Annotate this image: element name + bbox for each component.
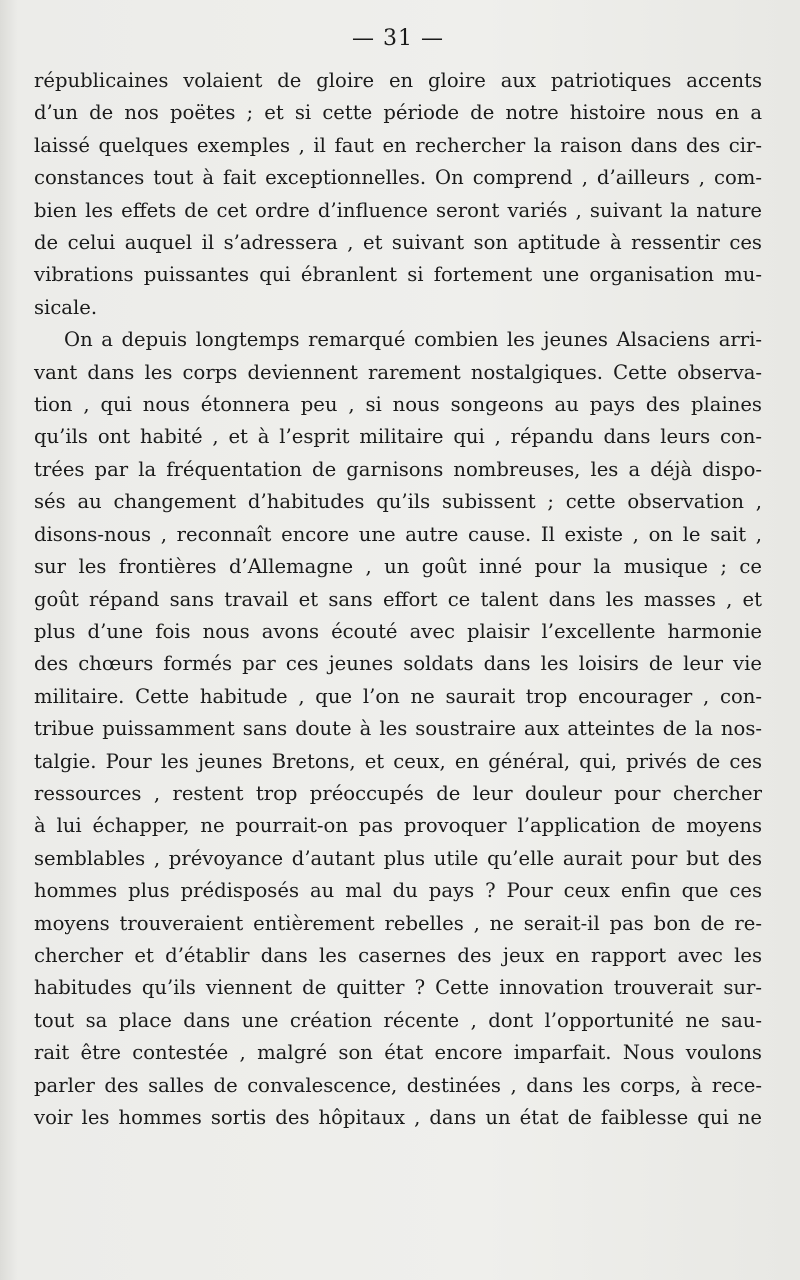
text-line: trées par la fréquentation de garnisons nombreuses, les a déjà dispo- xyxy=(34,457,762,481)
text-line: chercher et d’établir dans les casernes des jeux en rapport avec les xyxy=(34,943,762,967)
text-line: républicaines volaient de gloire en gloire aux patriotiques accents xyxy=(34,69,762,92)
text-line: habitudes qu’ils viennent de quitter ? Cette innovation trouverait sur- xyxy=(34,976,762,1000)
text-line: militaire. Cette habitude , que l’on ne saurait trop encourager , con- xyxy=(34,684,762,708)
paragraph-1 xyxy=(34,65,762,324)
text-line: plus d’une fois nous avons écouté avec plaisir l’excellente harmonie xyxy=(34,619,762,643)
text-line: voir les hommes sortis des hôpitaux , dans un état de faiblesse qui ne xyxy=(34,1106,762,1129)
text-line: bien les effets de cet ordre d’influence seront variés , suivant la nature xyxy=(34,198,762,222)
text-line: tout sa place dans une création récente , dont l’opportunité ne sau- xyxy=(34,1008,762,1032)
page-number: — 31 — xyxy=(352,26,444,51)
text-line: rait être contestée , malgré son état encore imparfait. Nous voulons xyxy=(34,1041,762,1065)
text-line: hommes plus prédisposés au mal du pays ? Pour ceux enfin que ces xyxy=(34,879,762,903)
text-line: ressources , restent trop préoccupés de leur douleur pour chercher xyxy=(34,781,762,805)
text-line: On a depuis longtemps remarqué combien les jeunes Alsaciens arri- xyxy=(64,328,762,352)
text-line: disons-nous , reconnaît encore une autre cause. Il existe , on le sait , xyxy=(34,522,762,546)
text-line: goût répand sans travail et sans effort ce talent dans les masses , et xyxy=(34,587,762,611)
text-line: qu’ils ont habité , et à l’esprit militaire qui , répandu dans leurs con- xyxy=(34,425,762,449)
paragraph-2 xyxy=(34,324,762,1134)
text-line: parler des salles de convalescence, destinées , dans les corps, à rece- xyxy=(34,1073,762,1097)
text-line: vibrations puissantes qui ébranlent si fortement une organisation mu- xyxy=(34,263,762,287)
text-line: sicale. xyxy=(34,295,98,319)
text-line: sés au changement d’habitudes qu’ils subissent ; cette observation , xyxy=(34,490,762,514)
text-line: sur les frontières d’Allemagne , un goût inné pour la musique ; ce xyxy=(34,555,762,579)
text-line: d’un de nos poëtes ; et si cette période de notre histoire nous en a xyxy=(34,101,762,125)
text-line: tion , qui nous étonnera peu , si nous songeons au pays des plaines xyxy=(34,393,762,417)
text-line: talgie. Pour les jeunes Bretons, et ceux, en général, qui, privés de ces xyxy=(34,749,762,773)
text-line: à lui échapper, ne pourrait-on pas provoquer l’application de moyens xyxy=(34,814,762,838)
text-line: des chœurs formés par ces jeunes soldats dans les loisirs de leur vie xyxy=(34,652,762,676)
text-line: laissé quelques exemples , il faut en rechercher la raison dans des cir- xyxy=(34,133,762,157)
text-line: de celui auquel il s’adressera , et suivant son aptitude à ressentir ces xyxy=(34,231,762,255)
text-line: constances tout à fait exceptionnelles. On comprend , d’ailleurs , com- xyxy=(34,166,762,190)
text-line: tribue puissamment sans doute à les soustraire aux atteintes de la nos- xyxy=(34,717,762,741)
body-text xyxy=(34,65,762,1134)
text-line: vant dans les corps deviennent rarement nostalgiques. Cette observa- xyxy=(34,360,762,384)
text-line: semblables , prévoyance d’autant plus utile qu’elle aurait pour but des xyxy=(34,846,762,870)
text-line: moyens trouveraient entièrement rebelles , ne serait-il pas bon de re- xyxy=(34,911,762,935)
